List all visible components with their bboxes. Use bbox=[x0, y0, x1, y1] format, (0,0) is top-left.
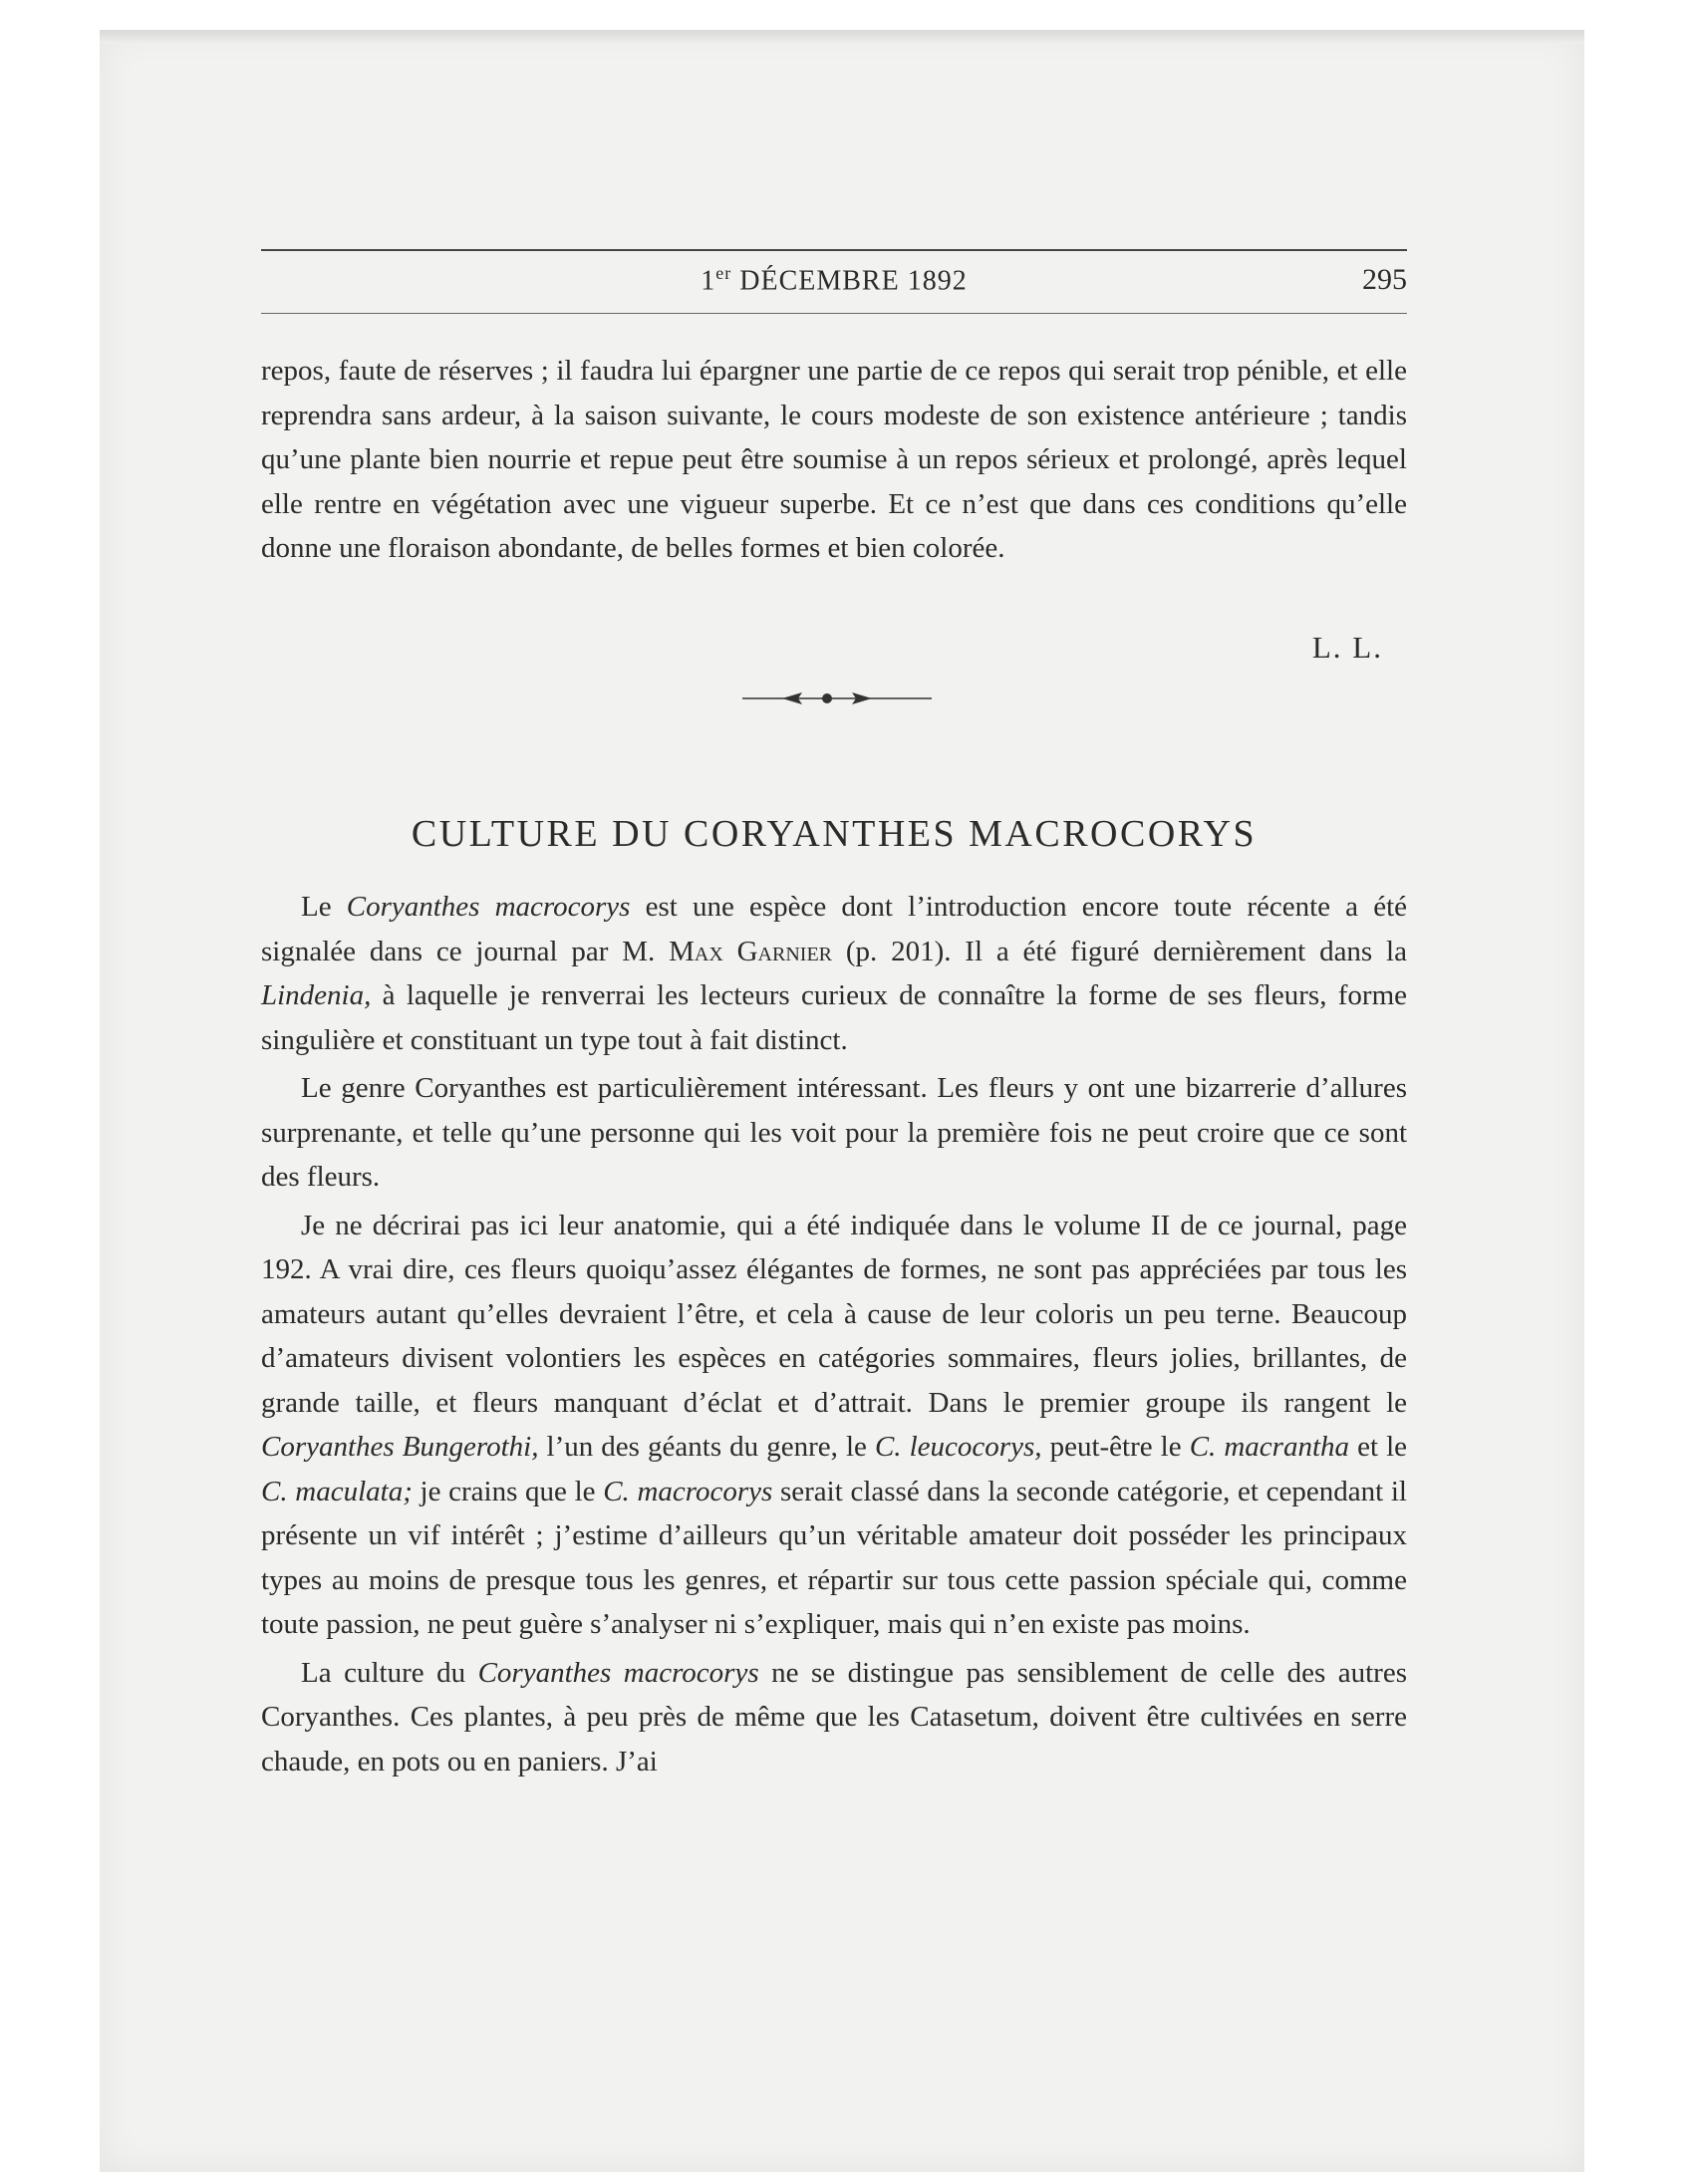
text-run: l’un des géants du genre, le bbox=[538, 1431, 875, 1463]
signature: L. L. bbox=[1311, 630, 1383, 665]
species-name: C. macrantha bbox=[1189, 1431, 1350, 1463]
running-header bbox=[261, 249, 1407, 314]
paragraph-2: Le genre Coryanthes est particulièrement intéressant. Les fleurs y ont une bizarrerie d’allures surprenante, et telle qu’une personne qui les voit pour la première fois ne peut croire que ce sont des fleurs. bbox=[261, 1072, 1407, 1193]
intro-text bbox=[261, 349, 1407, 571]
species-name: Coryanthes macrocorys bbox=[477, 1656, 759, 1689]
text-run: Le bbox=[301, 891, 347, 923]
page-top-edge bbox=[100, 30, 1584, 44]
text-run: (p. 201). Il a été figuré dernièrement dans la bbox=[832, 935, 1407, 967]
text-run: Je ne décrirai pas ici leur anatomie, qui a été indiquée dans le volume II de ce journal, page 192. A vrai dire, ces fleurs quoiqu’assez élégantes de formes, ne sont pas appréciées par tous les amateurs autant qu’elles devraient l’être, et cela à cause de leur coloris un peu terne. Beaucoup d’amateurs divisent volontiers les espèces en catégories sommaires, fleurs jolies, brillantes, de grande taille, et fleurs manquant d’éclat et d’attrait. Dans le premier groupe ils rangent le bbox=[261, 1209, 1407, 1419]
author-name: Max Garnier bbox=[669, 935, 832, 967]
text-run: est une espèce dont l’introduction encore toute récente a été signalée dans ce journal par M. bbox=[261, 891, 1407, 967]
intro-paragraph: repos, faute de réserves ; il faudra lui épargner une partie de ce repos qui serait trop pénible, et elle reprendra sans ardeur, à la saison suivante, le cours modeste de son existence antérieure ; tandis qu’une plante bien nourrie et repue peut être soumise à un repos sérieux et prolongé, après lequel elle rentre en végétation avec une vigueur superbe. Et ce n’est que dans ces conditions qu’elle donne une floraison abondante, de belles formes et bien colorée. bbox=[261, 355, 1407, 564]
species-name: C. maculata; bbox=[261, 1475, 413, 1507]
article-title: CULTURE DU CORYANTHES MACROCORYS bbox=[411, 813, 1258, 856]
species-name: Coryanthes macrocorys bbox=[346, 891, 631, 923]
species-name: C. macrocorys bbox=[603, 1475, 773, 1507]
text-run: serait classé dans la seconde catégorie, et cependant il présente un vif intérêt ; j’estime d’ailleurs qu’un véritable amateur doit posséder les principaux types au moins de presque tous les genres, et répartir sur tous cette passion spéciale qui, comme toute passion, ne peut guère s’analyser ni s’expliquer, mais qui n’en existe pas moins. bbox=[261, 1475, 1407, 1640]
date-sup: er bbox=[715, 263, 732, 283]
species-name: C. leucocorys, bbox=[874, 1431, 1042, 1463]
date-day: 1 bbox=[701, 265, 716, 297]
paragraph-4 bbox=[261, 1651, 1407, 1784]
header-date bbox=[261, 263, 1407, 297]
text-run: et le bbox=[1349, 1431, 1408, 1463]
text-run: à laquelle je renverrai les lecteurs curieux de connaître la forme de ses fleurs, forme singulière et constituant un type tout à fait distinct. bbox=[261, 979, 1407, 1056]
text-run: peut-être le bbox=[1041, 1431, 1190, 1463]
ornament-divider-icon bbox=[742, 683, 932, 713]
text-run: ne se distingue pas sensiblement de celle des autres Coryanthes. Ces plantes, à peu près de même que les Catasetum, doivent être cultivées en serre chaude, en pots ou en paniers. J’ai bbox=[261, 1656, 1407, 1777]
paragraph-3 bbox=[261, 1204, 1407, 1647]
text-run: La culture du bbox=[301, 1656, 478, 1689]
text-run: je crains que le bbox=[412, 1475, 604, 1507]
journal-name: Lindenia, bbox=[261, 979, 372, 1011]
article-body bbox=[261, 885, 1407, 1787]
paragraph-1 bbox=[261, 885, 1407, 1062]
page-number: 295 bbox=[1362, 263, 1407, 296]
date-month-year: DÉCEMBRE 1892 bbox=[731, 265, 968, 297]
species-name: Coryanthes Bungerothi, bbox=[261, 1431, 539, 1463]
